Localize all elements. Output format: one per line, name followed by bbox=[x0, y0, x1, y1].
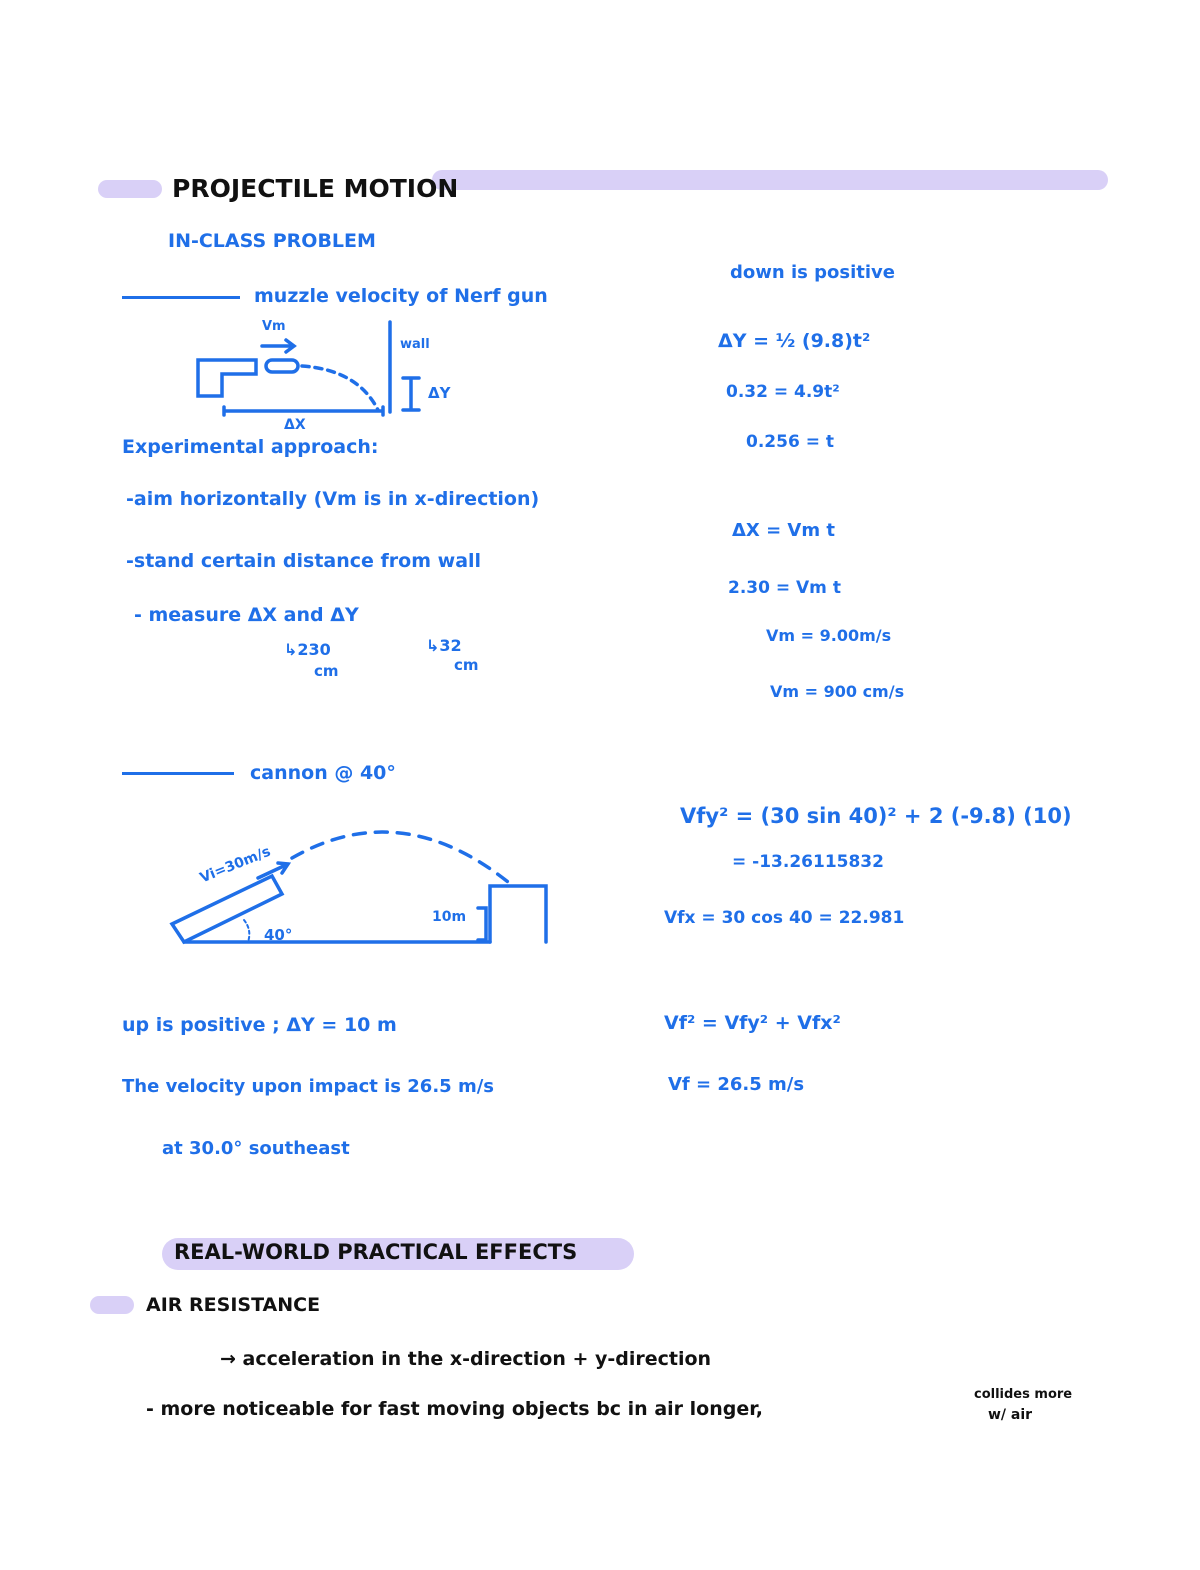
dx-measurement: ↳230 bbox=[284, 640, 331, 659]
trajectory-dashed bbox=[302, 366, 378, 410]
item-highlight bbox=[90, 1296, 134, 1314]
note-line-tail: collides more bbox=[974, 1387, 1073, 1402]
dx-label: ΔX bbox=[284, 417, 306, 433]
calc-line: 0.32 = 4.9t² bbox=[726, 382, 840, 402]
calc-line: Vm = 900 cm/s bbox=[770, 682, 905, 701]
cannon-result: The velocity upon impact is 26.5 m/s bbox=[122, 1076, 495, 1097]
cannon-calc-line: Vf² = Vfy² + Vfx² bbox=[664, 1012, 841, 1034]
approach-step: -aim horizontally (Vm is in x-direction) bbox=[126, 488, 540, 510]
cannon-diagram bbox=[160, 816, 560, 956]
nerf-gun-shape bbox=[198, 360, 256, 396]
cannon-result: at 30.0° southeast bbox=[162, 1138, 350, 1159]
note-line: → acceleration in the x-direction + y-direction bbox=[220, 1348, 712, 1370]
vm-label: Vm bbox=[262, 319, 286, 334]
dx-bracket bbox=[224, 407, 383, 415]
note-line: - more noticeable for fast moving objects bc in air longer, bbox=[146, 1398, 764, 1420]
dy-label: ΔY bbox=[428, 384, 451, 402]
cannon-trajectory-dashed bbox=[292, 832, 508, 882]
cannon-calc-line: Vf = 26.5 m/s bbox=[668, 1074, 805, 1095]
cliff-shape bbox=[490, 886, 546, 942]
approach-title: Experimental approach: bbox=[122, 436, 379, 458]
page-title: PROJECTILE MOTION bbox=[172, 174, 459, 203]
nerf-heading: muzzle velocity of Nerf gun bbox=[254, 285, 548, 307]
cannon-calc-line: = -13.26115832 bbox=[732, 852, 884, 872]
title-highlight-left bbox=[98, 180, 162, 198]
cannon-calc-line: Vfx = 30 cos 40 = 22.981 bbox=[664, 908, 905, 928]
cannon-calc-line: Vfy² = (30 sin 40)² + 2 (-9.8) (10) bbox=[680, 804, 1072, 828]
section-subtitle: IN-CLASS PROBLEM bbox=[168, 230, 376, 252]
dx-unit: cm bbox=[314, 662, 339, 680]
dy-bracket bbox=[403, 378, 419, 410]
heading-rule bbox=[122, 296, 240, 299]
heading-rule bbox=[122, 772, 234, 775]
cannon-heading: cannon @ 40° bbox=[250, 762, 396, 784]
calc-line: ΔY = ½ (9.8)t² bbox=[718, 330, 871, 352]
title-highlight-right bbox=[432, 170, 1108, 190]
nerf-dart bbox=[266, 360, 298, 372]
angle-arc bbox=[244, 920, 249, 942]
cannon-sign: up is positive ; ΔY = 10 m bbox=[122, 1014, 397, 1036]
calc-line: 0.256 = t bbox=[746, 432, 834, 452]
sign-convention: down is positive bbox=[730, 262, 895, 283]
calc-line: Vm = 9.00m/s bbox=[766, 626, 892, 645]
velocity-arrow bbox=[262, 340, 294, 352]
air-resistance-item: AIR RESISTANCE bbox=[146, 1294, 321, 1316]
nerf-diagram bbox=[190, 318, 470, 438]
height-bracket bbox=[478, 908, 486, 940]
cliff-height-label: 10m bbox=[432, 909, 467, 925]
dy-measurement: ↳32 bbox=[426, 636, 462, 655]
calc-line: 2.30 = Vm t bbox=[728, 578, 841, 598]
approach-step: - measure ΔX and ΔY bbox=[134, 604, 359, 626]
wall-label: wall bbox=[400, 337, 430, 352]
approach-step: -stand certain distance from wall bbox=[126, 550, 482, 572]
launch-angle-label: 40° bbox=[264, 926, 293, 944]
calc-line: ΔX = Vm t bbox=[732, 520, 835, 541]
initial-velocity-label: Vi=30m/s bbox=[197, 843, 273, 887]
note-line-tail: w/ air bbox=[988, 1407, 1033, 1423]
dy-unit: cm bbox=[454, 656, 479, 674]
section2-title: REAL-WORLD PRACTICAL EFFECTS bbox=[174, 1240, 578, 1264]
